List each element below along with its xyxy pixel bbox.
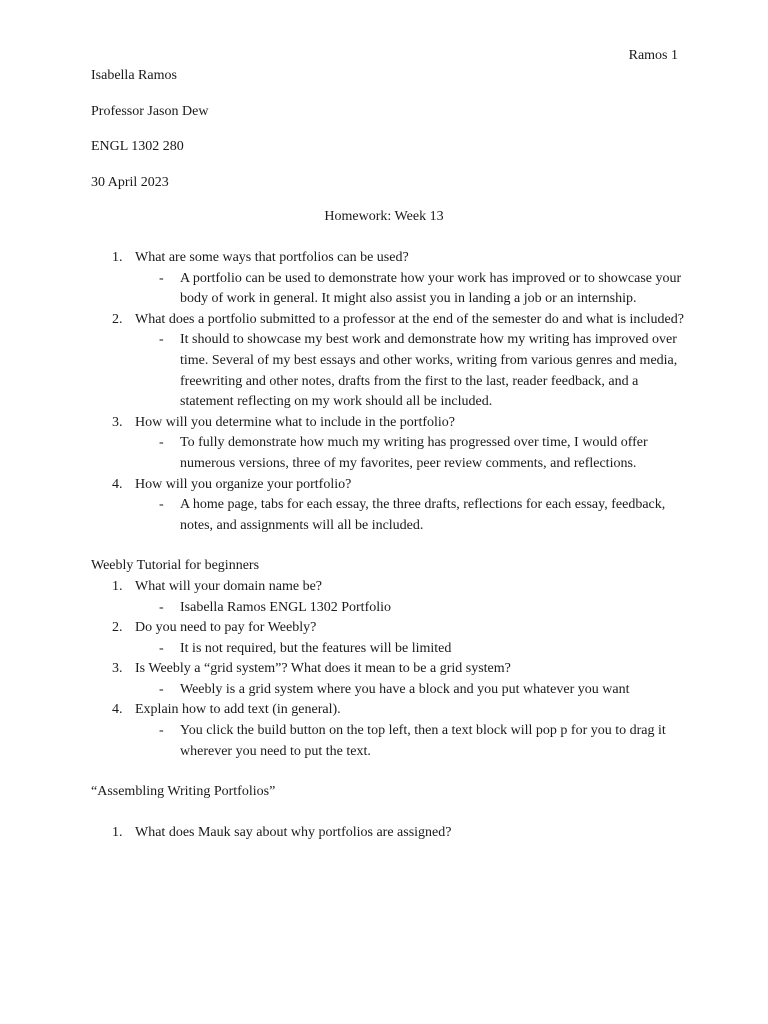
dash-bullet: - xyxy=(159,270,164,286)
list-item xyxy=(91,475,691,537)
list-item xyxy=(91,700,691,762)
answer-item xyxy=(135,330,691,412)
item-number: 3. xyxy=(112,414,123,430)
list-item xyxy=(91,823,691,844)
list-item xyxy=(91,659,691,700)
list-item xyxy=(91,618,691,659)
section3-list xyxy=(91,823,691,844)
question-text: What does Mauk say about why portfolios are assigned? xyxy=(135,824,452,840)
item-number: 4. xyxy=(112,702,123,718)
dash-bullet: - xyxy=(159,497,164,513)
answer-item xyxy=(135,639,691,660)
item-number: 4. xyxy=(112,476,123,492)
answer-item xyxy=(135,598,691,619)
answer-text: It should to showcase my best work and demonstrate how my writing has improved over time. Several of my best essays and other works, writing from various genres and media, freewriting and other notes, drafts from the first to the last, reader feedback, and a statement reflecting on my work should all be included. xyxy=(180,332,678,410)
dash-bullet: - xyxy=(159,599,164,615)
dash-bullet: - xyxy=(159,681,164,697)
answer-text: It is not required, but the features will be limited xyxy=(180,640,452,656)
question-text: What will your domain name be? xyxy=(135,578,322,594)
list-item xyxy=(91,310,691,413)
question-text: Do you need to pay for Weebly? xyxy=(135,620,317,636)
question-text: How will you organize your portfolio? xyxy=(135,476,352,492)
page-header: Ramos 1 xyxy=(628,48,678,63)
list-item xyxy=(91,248,691,310)
document-body xyxy=(91,248,691,843)
question-text: What are some ways that portfolios can be used? xyxy=(135,250,409,265)
answer-item xyxy=(135,269,691,310)
question-text: How will you determine what to include in the portfolio? xyxy=(135,414,455,430)
course-code: ENGL 1302 280 xyxy=(91,139,184,155)
heading-block xyxy=(91,66,208,208)
professor-name: Professor Jason Dew xyxy=(91,103,209,119)
answer-item xyxy=(135,495,691,536)
answer-text: A portfolio can be used to demonstrate how your work has improved or to showcase your body of work in general. It might also assist you in landing a job or an internship. xyxy=(180,270,682,307)
dash-bullet: - xyxy=(159,435,164,451)
list-item xyxy=(91,577,691,618)
list-item xyxy=(91,413,691,475)
document-title: Homework: Week 13 xyxy=(324,209,444,224)
question-text: Explain how to add text (in general). xyxy=(135,702,341,718)
item-number: 2. xyxy=(112,311,123,327)
section2-list xyxy=(91,577,691,762)
answer-item xyxy=(135,680,691,701)
date: 30 April 2023 xyxy=(91,174,169,190)
answer-text: Isabella Ramos ENGL 1302 Portfolio xyxy=(180,599,392,615)
item-number: 1. xyxy=(112,824,123,840)
section3 xyxy=(91,782,691,843)
answer-item xyxy=(135,721,691,762)
section-heading: “Assembling Writing Portfolios” xyxy=(91,784,276,800)
dash-bullet: - xyxy=(159,723,164,739)
item-number: 2. xyxy=(112,620,123,636)
question-text: What does a portfolio submitted to a professor at the end of the semester do and what is included? xyxy=(135,311,684,327)
item-number: 1. xyxy=(112,578,123,594)
section-heading: Weebly Tutorial for beginners xyxy=(91,558,260,574)
answer-item xyxy=(135,433,691,474)
section1-list xyxy=(91,248,691,536)
question-text: Is Weebly a “grid system”? What does it mean to be a grid system? xyxy=(135,661,511,677)
answer-text: To fully demonstrate how much my writing has progressed over time, I would offer numerous versions, three of my favorites, peer review comments, and reflections. xyxy=(180,435,648,471)
item-number: 1. xyxy=(112,250,123,265)
dash-bullet: - xyxy=(159,332,164,348)
answer-text: Weebly is a grid system where you have a block and you put whatever you want xyxy=(180,681,630,697)
answer-text: You click the build button on the top left, then a text block will pop p for you to drag it wherever you need to put the text. xyxy=(180,723,666,759)
answer-text: A home page, tabs for each essay, the three drafts, reflections for each essay, feedback, notes, and assignments will all be included. xyxy=(180,497,666,533)
dash-bullet: - xyxy=(159,640,164,656)
item-number: 3. xyxy=(112,661,123,677)
student-name: Isabella Ramos xyxy=(91,68,177,83)
